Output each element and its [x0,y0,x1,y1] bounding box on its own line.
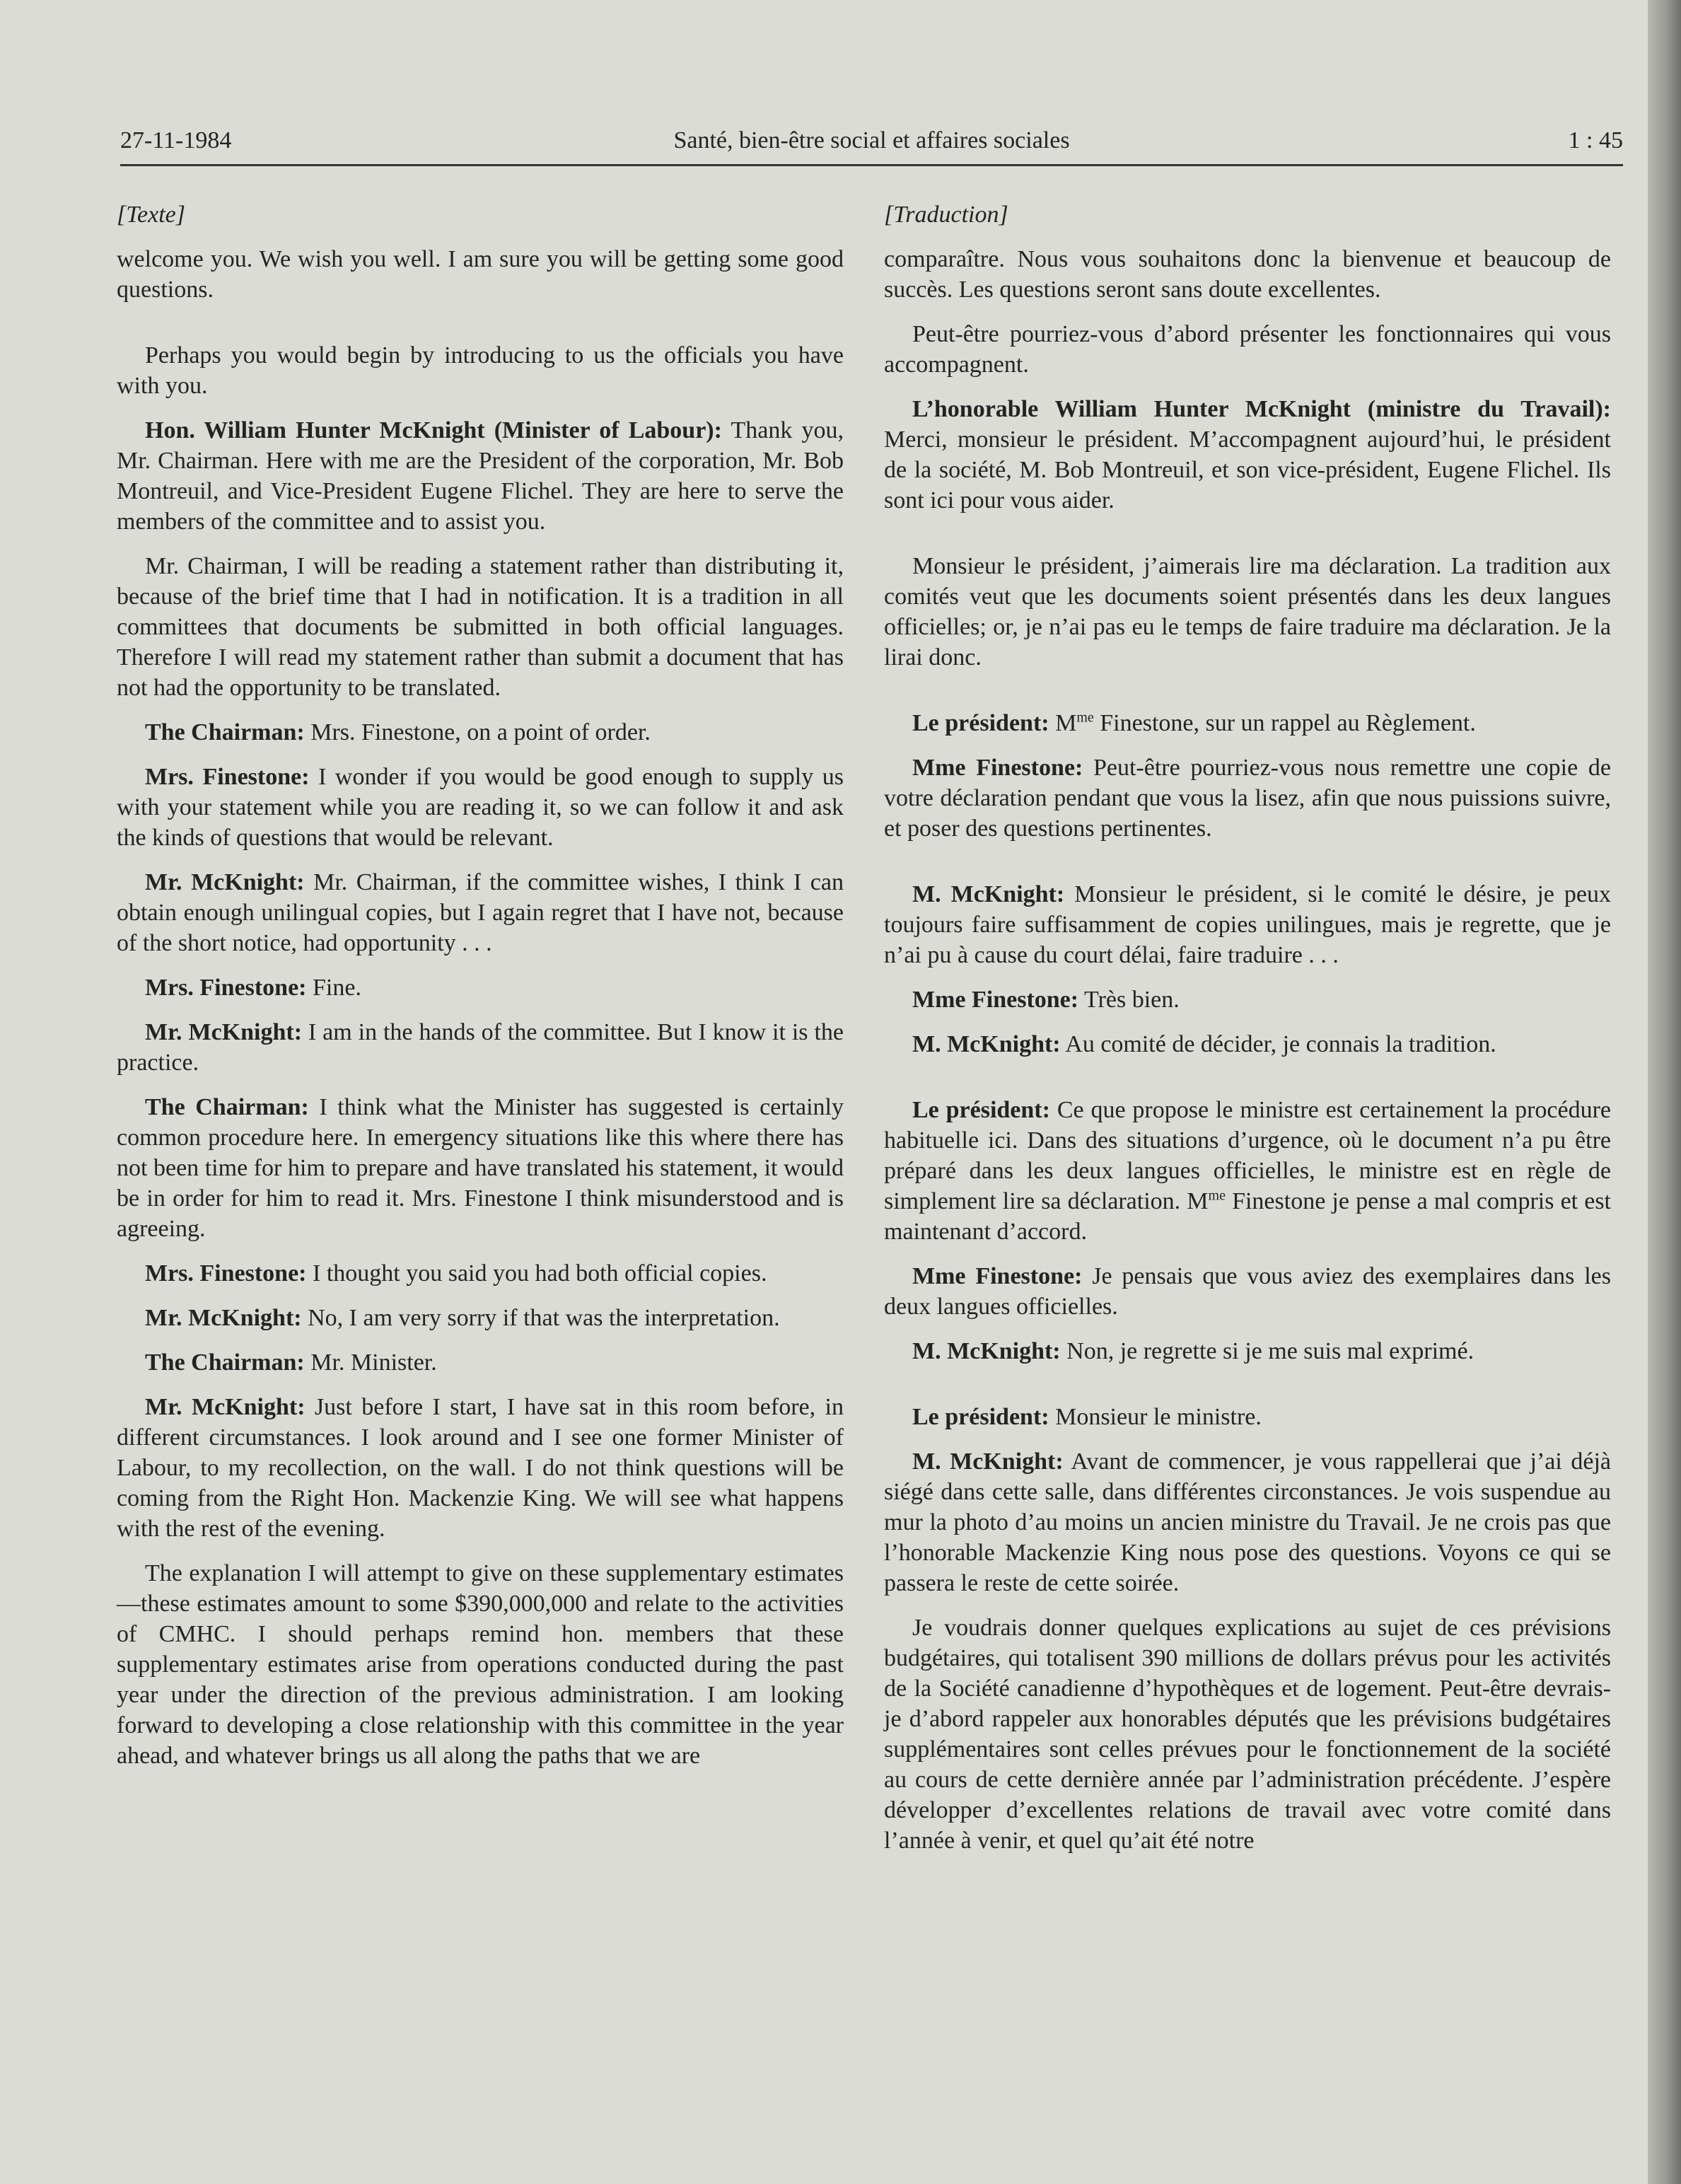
header-page-number: 1 : 45 [1568,127,1623,153]
superscript: me [1076,709,1094,726]
language-tag: [Texte] [117,202,185,228]
speech-text: Finestone je pense a mal compris et est maintenant d’accord. [884,1188,1611,1245]
french-column [884,199,1611,1870]
speech-text: Thank you, Mr. Chairman. Here with me are the President of the corporation, Mr. Bob Montreuil, and Vice-President Eugene Flichel. They are here to serve the members of the committee and to assist you. [117,417,844,535]
speaker-name: Mr. McKnight: [145,1394,306,1420]
paragraph [117,1347,844,1378]
speaker-name: M. McKnight: [912,1031,1061,1057]
paragraph [884,1261,1611,1322]
paragraph [884,1336,1611,1366]
paragraph: Perhaps you would begin by introducing to us the officials you have with you. [117,342,844,399]
speech-text: Au comité de décider, je connais la tradition. [1060,1031,1496,1057]
speaker-name: Le président: [912,1097,1050,1123]
speaker-name: Le président: [912,1404,1049,1430]
speech-text: Monsieur le président, si le comité le désire, je peux toujours faire suffisamment de copies unilingues, mais je regrette, que je n’ai pu à cause du court délai, faire traduire . . . [884,881,1611,968]
paragraph: The explanation I will attempt to give on these supplementary estimates—these estimates amount to some $390,000,000 and relate to the activities of CMHC. I should perhaps remind hon. members that these supplementary estimates arise from operations conducted during the past year under the direction of the previous administration. I am looking forward to developing a close relationship with this committee in the year ahead, and whatever brings us all along the paths that we are [117,1560,844,1769]
speaker-name: Mr. McKnight: [145,1305,302,1331]
paragraph [884,708,1611,738]
speech-text: Peut-être pourriez-vous nous remettre une copie de votre déclaration pendant que vous la lisez, afin que nous puissions suivre, et poser des questions pertinentes. [884,755,1611,842]
speaker-name: Mme Finestone: [912,1263,1083,1289]
speech-text: I am in the hands of the committee. But I know it is the practice. [117,1019,844,1076]
speaker-name: Mr. McKnight: [145,869,305,895]
speech-text: Très bien. [1078,987,1180,1013]
paragraph: Peut-être pourriez-vous d’abord présenter les fonctionnaires qui vous accompagnent. [884,321,1611,378]
paragraph: Monsieur le président, j’aimerais lire ma déclaration. La tradition aux comités veut que les documents soient présentés dans les deux langues officielles; or, je n’ai pas eu le temps de faire traduire ma déclaration. Je la lirai donc. [884,553,1611,670]
speech-text: Non, je regrette si je me suis mal exprimé. [1060,1338,1474,1364]
speech-text: Monsieur le ministre. [1049,1404,1262,1430]
paragraph [117,972,844,1003]
speech-text: I thought you said you had both official copies. [306,1260,767,1286]
speech-text: M [1049,710,1077,736]
page-edge-shadow [1648,0,1681,2184]
paragraph: welcome you. We wish you well. I am sure you will be getting some good questions. [117,246,844,303]
speech-text: I think what the Minister has suggested is certainly common procedure here. In emergency situations like this where there has not been time for him to prepare and have translated his statement, it would be in order for him to read it. Mrs. Finestone I think misunderstood and is agreeing. [117,1094,844,1242]
speech-text: Avant de commencer, je vous rappellerai que j’ai déjà siégé dans cette salle, dans différentes circonstances. Je vois suspendue au mur la photo d’au moins un ancien ministre du Travail. Je ne crois pas que l’honorable Mackenzie King nous pose des questions. Voyons ce qui se passera le reste de cette soirée. [884,1448,1611,1596]
speaker-name: The Chairman: [145,719,305,745]
speaker-name: Mme Finestone: [912,755,1083,781]
speaker-name: L’honorable William Hunter McKnight (ministre du Travail): [912,396,1611,422]
superscript: me [1208,1187,1226,1204]
paragraph [884,1095,1611,1247]
speech-text: I wonder if you would be good enough to supply us with your statement while you are reading it, so we can follow it and ask the kinds of questions that would be relevant. [117,764,844,851]
speech-text: No, I am very sorry if that was the interpretation. [301,1305,780,1331]
speaker-name: The Chairman: [145,1094,309,1120]
speech-text: Merci, monsieur le président. M’accompagnent aujourd’hui, le président de la société, M. Bob Montreuil, et son vice-président, Eugene Flichel. Ils sont ici pour vous aider. [884,426,1611,513]
paragraph [884,984,1611,1015]
speech-text: Finestone, sur un rappel au Règlement. [1093,710,1476,736]
paragraph [117,1258,844,1289]
paragraph: Mr. Chairman, I will be reading a statement rather than distributing it, because of the brief time that I had in notification. It is a tradition in all committees that documents be submitted in both official languages. Therefore I will read my statement rather than submit a document that has not had the opportunity to be translated. [117,553,844,701]
speaker-name: Mrs. Finestone: [145,1260,307,1286]
paragraph [884,1446,1611,1598]
paragraph [117,1303,844,1333]
speech-text: Fine. [306,975,361,1001]
paragraph [884,1402,1611,1432]
speaker-name: Hon. William Hunter McKnight (Minister of Labour): [145,417,722,443]
paragraph [884,1029,1611,1059]
speech-text: Ce que propose le ministre est certainement la procédure habituelle ici. Dans des situations d’urgence, où le document n’a pu être préparé dans les deux langues officielles, le ministre est en règle de simplement lire sa déclaration. M [884,1097,1612,1214]
speaker-name: Mme Finestone: [912,987,1079,1013]
paragraph [884,753,1611,844]
paragraph [117,1092,844,1244]
speaker-name: Mrs. Finestone: [145,764,310,790]
header-date: 27-11-1984 [120,127,232,153]
speaker-name: M. McKnight: [912,1338,1061,1364]
english-column [117,199,844,1785]
paragraph [117,717,844,748]
paragraph: comparaître. Nous vous souhaitons donc la bienvenue et beaucoup de succès. Les questions seront sans doute excellentes. [884,246,1611,303]
paragraph [884,394,1611,516]
speech-text: Just before I start, I have sat in this room before, in different circumstances. I look around and I see one former Minister of Labour, to my recollection, on the wall. I do not think questions will be coming from the Right Hon. Mackenzie King. We will see what happens with the rest of the evening. [117,1394,844,1542]
paragraph [117,762,844,853]
speaker-name: Le président: [912,710,1049,736]
speaker-name: The Chairman: [145,1349,305,1376]
paragraph [117,1017,844,1078]
paragraph [117,867,844,958]
speaker-name: Mr. McKnight: [145,1019,303,1045]
speaker-name: Mrs. Finestone: [145,975,307,1001]
speaker-name: M. McKnight: [912,1448,1064,1475]
speech-text: Je pensais que vous aviez des exemplaires dans les deux langues officielles. [884,1263,1611,1320]
paragraph: Je voudrais donner quelques explications au sujet de ces prévisions budgétaires, qui totalisent 390 millions de dollars prévus pour les activités de la Société canadienne d’hypothèques et de logement. Peut-être devrais-je d’abord rappeler aux honorables députés que les prévisions budgétaires supplémentaires sont celles prévues pour le fonctionnement de la société au cours de cette dernière année par l’administration précédente. J’espère développer d’excellentes relations de travail avec votre comité dans l’année à venir, et quel qu’ait été notre [884,1615,1611,1854]
speech-text: Mr. Chairman, if the committee wishes, I think I can obtain enough unilingual copies, but I again regret that I have not, because of the short notice, had opportunity . . . [117,869,844,956]
language-tag: [Traduction] [884,202,1008,228]
paragraph [117,415,844,537]
speech-text: Mrs. Finestone, on a point of order. [304,719,651,745]
speaker-name: M. McKnight: [912,881,1065,907]
header-title: Santé, bien-être social et affaires sociales [673,127,1070,153]
speech-text: Mr. Minister. [304,1349,437,1376]
page-header [120,127,1623,166]
paragraph [117,1392,844,1544]
paragraph [884,879,1611,970]
